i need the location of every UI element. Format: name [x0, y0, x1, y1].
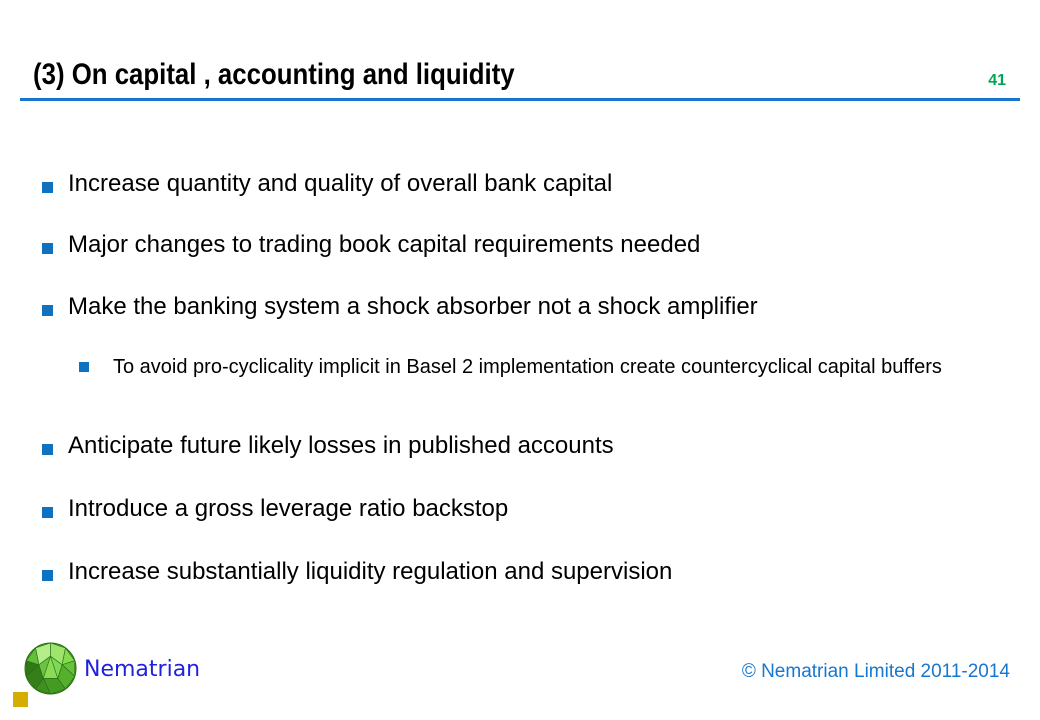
- bullet-square-icon: [79, 362, 89, 372]
- page-number: 41: [988, 72, 1006, 89]
- bullet-item: [0, 434, 1040, 458]
- footer-gold-square: [13, 692, 28, 707]
- bullet-square-icon: [42, 305, 53, 316]
- bullet-text: Introduce a gross leverage ratio backstop: [68, 495, 509, 522]
- page-title: (3) On capital , accounting and liquidity: [33, 58, 515, 91]
- title-divider: [20, 98, 1020, 101]
- bullet-item: [0, 497, 1040, 521]
- bullet-square-icon: [42, 444, 53, 455]
- bullet-item: [0, 172, 1040, 196]
- bullet-text: Increase substantially liquidity regulation and supervision: [68, 558, 673, 585]
- bullet-text: Anticipate future likely losses in published accounts: [68, 432, 614, 459]
- brand-name: Nematrian: [84, 657, 201, 682]
- bullet-item: [0, 295, 1040, 319]
- bullet-item: [0, 233, 1040, 257]
- bullet-text: Major changes to trading book capital requirements needed: [68, 231, 701, 258]
- bullet-text: Make the banking system a shock absorber not a shock amplifier: [68, 293, 758, 320]
- bullet-square-icon: [42, 182, 53, 193]
- sub-bullet-text: To avoid pro-cyclicality implicit in Basel 2 implementation create countercyclical capital buffers: [113, 356, 942, 378]
- bullet-item: [0, 560, 1040, 584]
- copyright-notice: © Nematrian Limited 2011-2014: [741, 661, 1010, 682]
- sub-bullet-item: [0, 352, 1040, 383]
- bullet-square-icon: [42, 243, 53, 254]
- bullet-text: Increase quantity and quality of overall bank capital: [68, 170, 613, 197]
- bullet-square-icon: [42, 570, 53, 581]
- nematrian-logo-icon: [24, 642, 77, 695]
- bullet-square-icon: [42, 507, 53, 518]
